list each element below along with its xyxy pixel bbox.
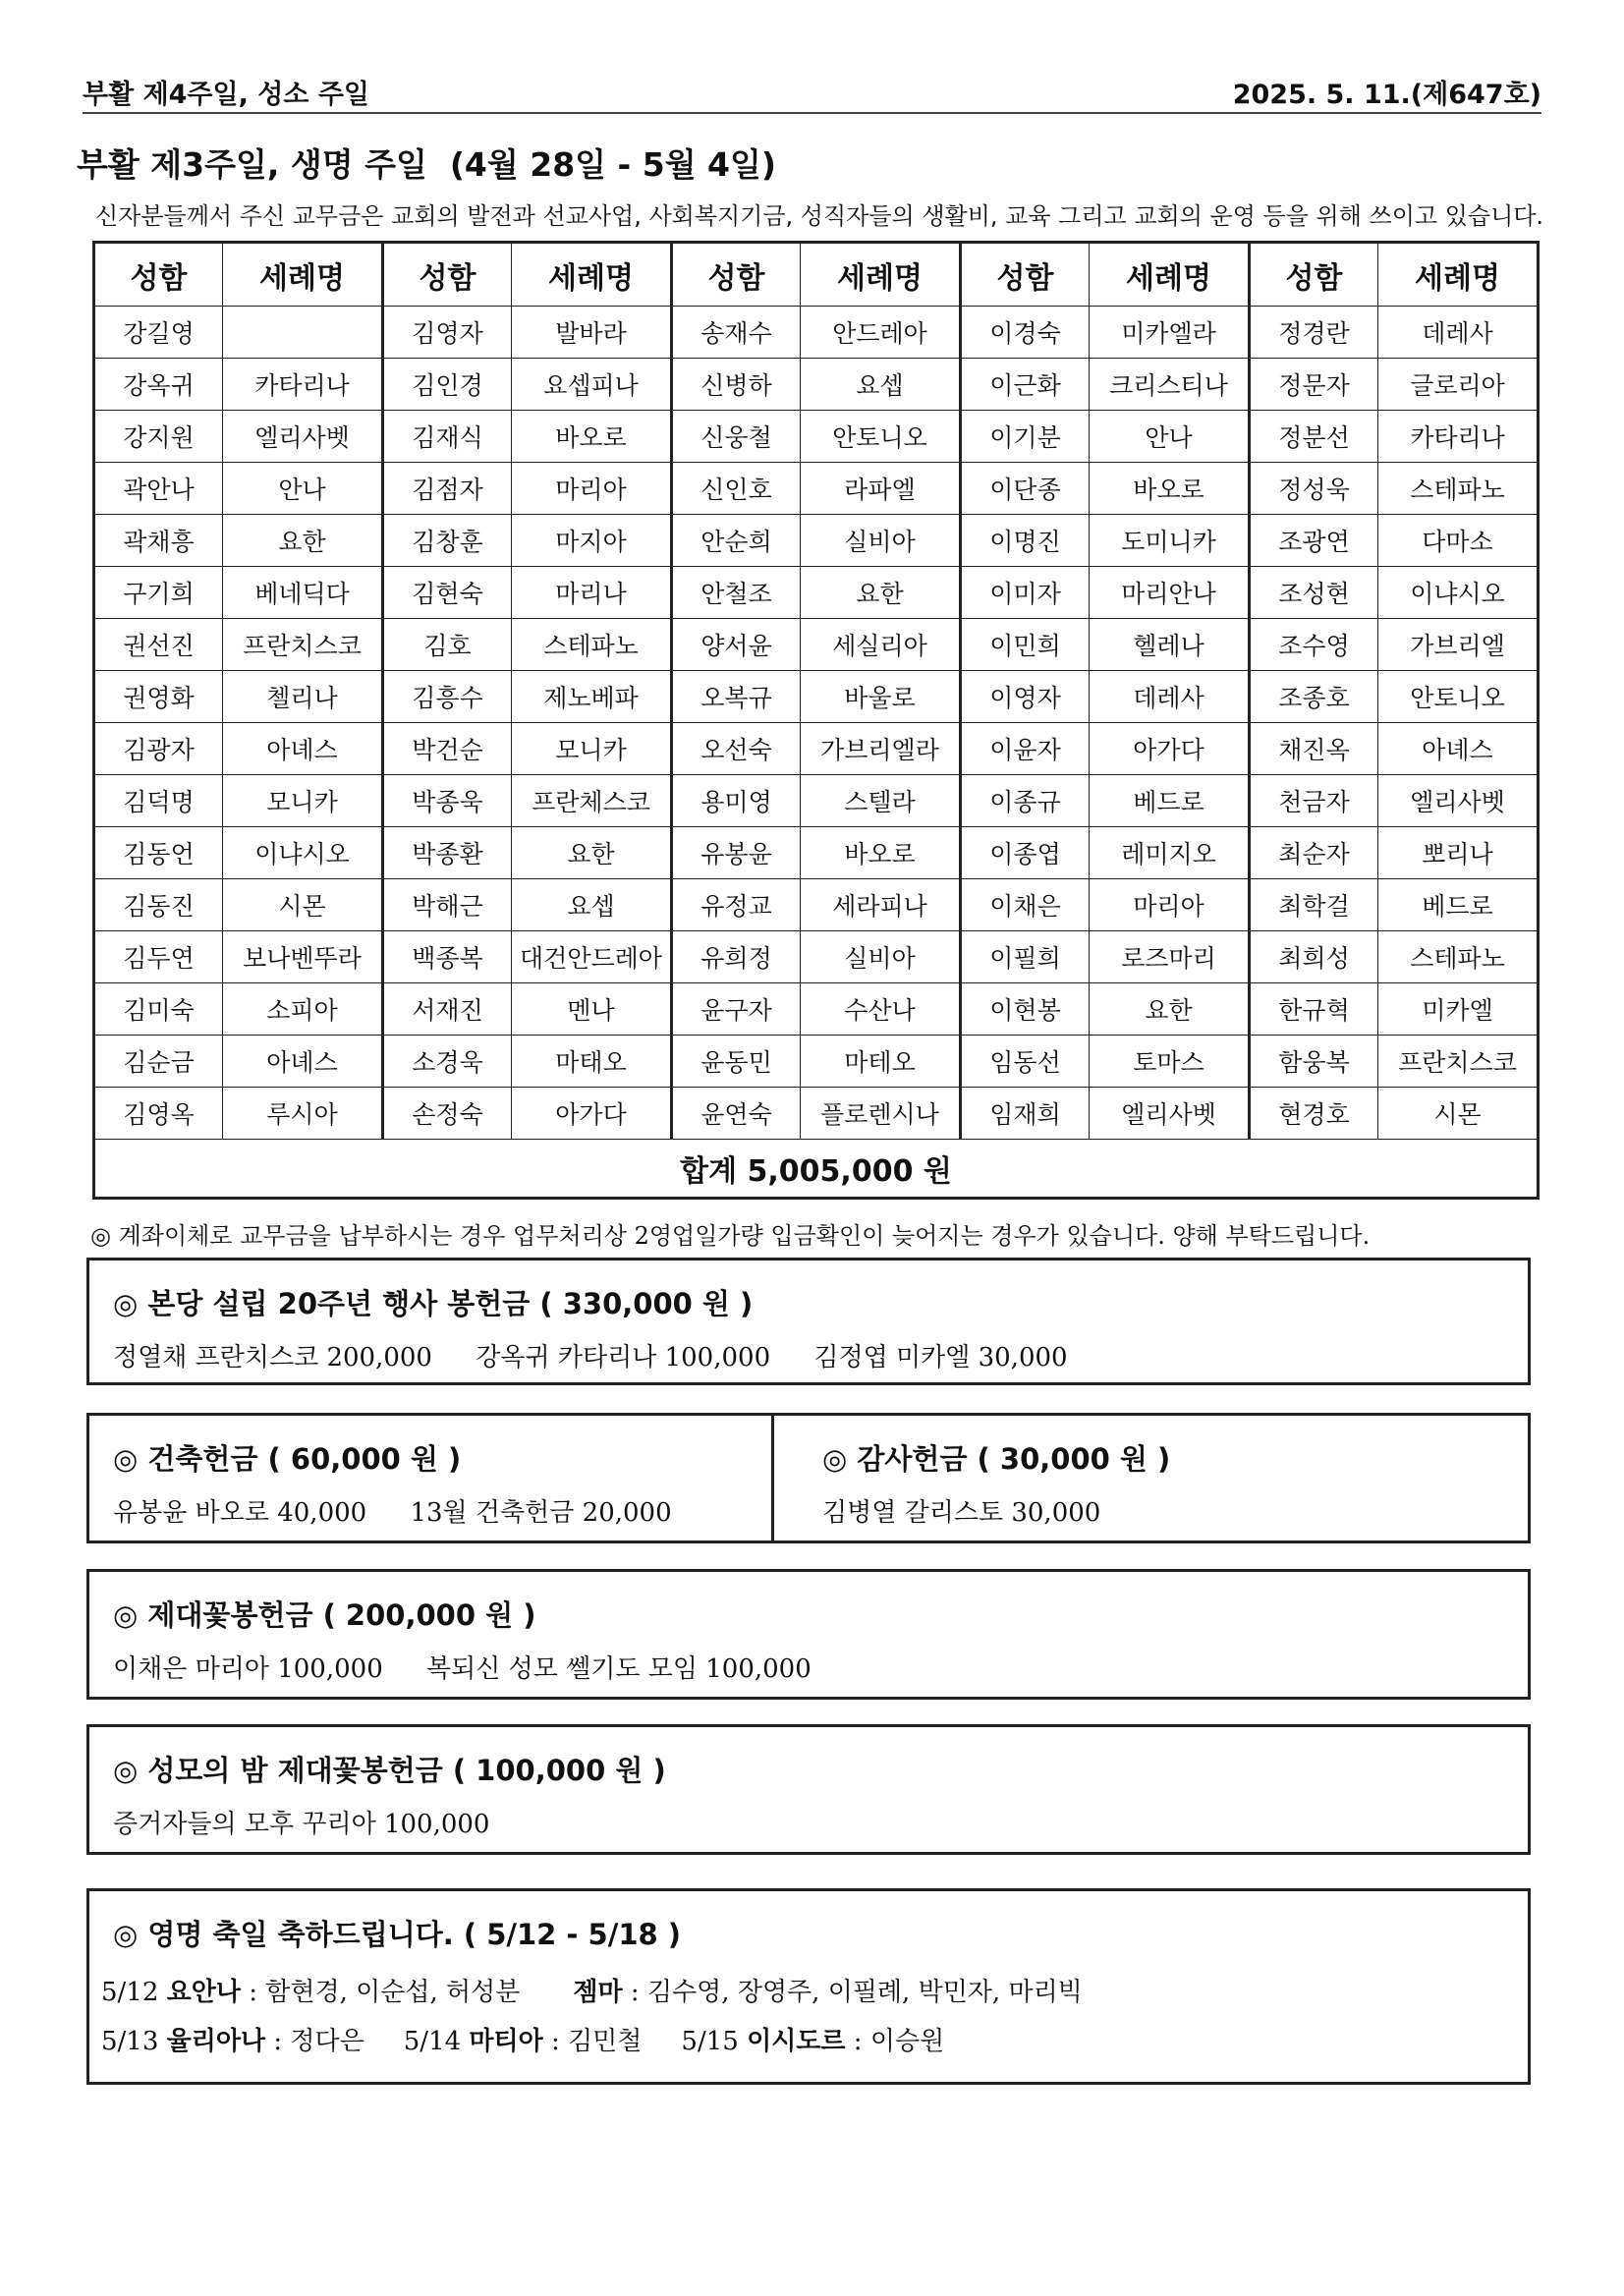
baptismal-name-cell: 요한 [801,567,961,619]
member-name-cell: 김동진 [94,879,223,931]
donor-entry: 증거자들의 모후 꾸리아 100,000 [113,1810,490,1839]
baptismal-name-cell: 바오로 [512,411,672,463]
column-header-baptism: 세례명 [223,243,383,307]
baptismal-name-cell: 미카엘라 [1090,307,1250,359]
table-row [94,983,1539,1036]
member-name-cell: 박종환 [383,827,512,879]
donor-entry: 복되신 성모 쎌기도 모임 100,000 [426,1654,812,1684]
baptismal-name-cell: 아녜스 [223,723,383,775]
table-total-row [94,1140,1539,1199]
baptismal-name-cell: 이냐시오 [1378,567,1539,619]
member-name-cell: 조광연 [1250,515,1378,567]
table-row [94,827,1539,879]
donor-entry: 정열채 프란치스코 200,000 [113,1343,432,1372]
celebrant-names: : 정다은 [265,2027,364,2056]
baptismal-name-cell: 가브리엘라 [801,723,961,775]
member-name-cell: 김영옥 [94,1088,223,1140]
member-name-cell: 백종복 [383,931,512,983]
baptismal-name-cell: 다마소 [1378,515,1539,567]
member-name-cell: 강옥귀 [94,359,223,411]
column-header-baptism: 세례명 [1090,243,1250,307]
baptismal-name-cell: 첼리나 [223,671,383,723]
feast-date: 5/14 [403,2027,462,2056]
member-name-cell: 한규혁 [1250,983,1378,1036]
baptismal-name-cell: 도미니카 [1090,515,1250,567]
header-date-issue: 2025. 5. 11.(제647호) [1232,80,1541,110]
table-row [94,1036,1539,1088]
baptismal-name-cell: 모니카 [512,723,672,775]
baptismal-name-cell: 안드레아 [801,307,961,359]
baptismal-name-cell: 대건안드레아 [512,931,672,983]
baptismal-name-cell: 시몬 [223,879,383,931]
member-name-cell: 소경욱 [383,1036,512,1088]
baptismal-name-cell: 멘나 [512,983,672,1036]
member-name-cell: 김동언 [94,827,223,879]
baptismal-name-cell: 이냐시오 [223,827,383,879]
thanks-offering-list [822,1492,1100,1529]
baptismal-name-cell: 베네딕다 [223,567,383,619]
marian-night-heading: ◎ 성모의 밤 제대꽃봉헌금 ( 100,000 원 ) [113,1754,666,1787]
baptismal-name-cell: 베드로 [1090,775,1250,827]
baptismal-name-cell: 마지아 [512,515,672,567]
box-divider [771,1416,774,1540]
member-name-cell: 임재희 [961,1088,1090,1140]
baptismal-name-cell: 마테오 [801,1036,961,1088]
table-row [94,359,1539,411]
table-body [94,307,1539,1140]
saint-name: 마티아 [469,2027,543,2056]
baptismal-name-cell: 미카엘 [1378,983,1539,1036]
column-header-baptism: 세례명 [1378,243,1539,307]
table-row [94,307,1539,359]
anniversary-offering-list [113,1337,1068,1373]
member-name-cell: 이채은 [961,879,1090,931]
member-name-cell: 이단종 [961,463,1090,515]
feast-day-line-1 [101,1972,1083,2008]
baptismal-name-cell: 아가다 [512,1088,672,1140]
column-header-name: 성함 [961,243,1090,307]
baptismal-name-cell: 보나벤뚜라 [223,931,383,983]
column-header-name: 성함 [1250,243,1378,307]
baptismal-name-cell: 요한 [1090,983,1250,1036]
member-name-cell: 윤구자 [672,983,801,1036]
baptismal-name-cell: 마리아 [1090,879,1250,931]
baptismal-name-cell: 로즈마리 [1090,931,1250,983]
member-name-cell: 김점자 [383,463,512,515]
column-header-name: 성함 [672,243,801,307]
baptismal-name-cell: 카타리나 [1378,411,1539,463]
member-name-cell: 권영화 [94,671,223,723]
baptismal-name-cell: 레미지오 [1090,827,1250,879]
member-name-cell: 강지원 [94,411,223,463]
member-name-cell: 박건순 [383,723,512,775]
header-liturgical-day: 부활 제4주일, 성소 주일 [83,80,369,110]
baptismal-name-cell: 데레사 [1090,671,1250,723]
member-name-cell: 김영자 [383,307,512,359]
column-header-baptism: 세례명 [512,243,672,307]
table-row [94,1088,1539,1140]
celebrant-names: : 이승원 [845,2027,945,2056]
member-name-cell: 최순자 [1250,827,1378,879]
donor-entry: 이채은 마리아 100,000 [113,1654,383,1684]
table-row [94,515,1539,567]
baptismal-name-cell: 엘리사벳 [223,411,383,463]
member-name-cell: 손정숙 [383,1088,512,1140]
feast-day-heading: ◎ 영명 축일 축하드립니다. ( 5/12 - 5/18 ) [113,1918,682,1951]
member-name-cell: 안순희 [672,515,801,567]
baptismal-name-cell: 바오로 [1090,463,1250,515]
altar-flowers-list [113,1649,812,1685]
member-name-cell: 신인호 [672,463,801,515]
baptismal-name-cell: 스텔라 [801,775,961,827]
member-name-cell: 이기분 [961,411,1090,463]
baptismal-name-cell: 글로리아 [1378,359,1539,411]
member-name-cell: 곽안나 [94,463,223,515]
member-name-cell: 김광자 [94,723,223,775]
baptismal-name-cell: 루시아 [223,1088,383,1140]
feast-date: 5/12 [101,1978,159,2007]
donor-entry: 13월 건축헌금 20,000 [410,1498,672,1528]
feast-day-line-2 [101,2021,944,2057]
member-name-cell: 정분선 [1250,411,1378,463]
member-name-cell: 조종호 [1250,671,1378,723]
member-name-cell: 정성욱 [1250,463,1378,515]
building-offering-list [113,1492,672,1529]
member-name-cell: 박해근 [383,879,512,931]
member-name-cell: 김미숙 [94,983,223,1036]
baptismal-name-cell: 프란치스코 [223,619,383,671]
member-name-cell: 송재수 [672,307,801,359]
intro-note: 신자분들께서 주신 교무금은 교회의 발전과 선교사업, 사회복지기금, 성직자들의 생활비, 교육 그리고 교회의 운영 등을 위해 쓰이고 있습니다. [95,202,1544,230]
donor-entry: 강옥귀 카타리나 100,000 [476,1343,771,1372]
baptismal-name-cell: 마리아 [512,463,672,515]
table-row [94,411,1539,463]
building-offering-heading: ◎ 건축헌금 ( 60,000 원 ) [113,1442,462,1476]
table-row [94,775,1539,827]
baptismal-name-cell: 카타리나 [223,359,383,411]
baptismal-name-cell: 세라피나 [801,879,961,931]
building-thanks-offering-box [86,1413,1531,1543]
baptismal-name-cell: 실비아 [801,931,961,983]
member-name-cell: 권선진 [94,619,223,671]
baptismal-name-cell: 실비아 [801,515,961,567]
baptismal-name-cell: 모니카 [223,775,383,827]
donor-entry: 김정엽 미카엘 30,000 [813,1343,1068,1372]
member-name-cell: 함웅복 [1250,1036,1378,1088]
baptismal-name-cell: 요한 [512,827,672,879]
baptismal-name-cell: 안토니오 [801,411,961,463]
member-name-cell: 천금자 [1250,775,1378,827]
column-header-name: 성함 [383,243,512,307]
altar-flowers-offering-box [86,1569,1531,1700]
baptismal-name-cell: 바오로 [801,827,961,879]
altar-flowers-heading: ◎ 제대꽃봉헌금 ( 200,000 원 ) [113,1598,536,1632]
member-name-cell: 채진옥 [1250,723,1378,775]
member-name-cell: 신병하 [672,359,801,411]
celebrant-names: : 김수영, 장영주, 이필례, 박민자, 마리빅 [622,1978,1083,2007]
total-amount: 합계 5,005,000 원 [94,1140,1539,1199]
member-name-cell: 강길영 [94,307,223,359]
baptismal-name-cell: 세실리아 [801,619,961,671]
member-name-cell: 서재진 [383,983,512,1036]
baptismal-name-cell: 아녜스 [223,1036,383,1088]
celebrant-names: : 함현경, 이순섭, 허성분 [241,1978,521,2007]
baptismal-name-cell: 크리스티나 [1090,359,1250,411]
member-name-cell: 정문자 [1250,359,1378,411]
baptismal-name-cell: 안토니오 [1378,671,1539,723]
baptismal-name-cell: 데레사 [1378,307,1539,359]
column-header-baptism: 세례명 [801,243,961,307]
member-name-cell: 신웅철 [672,411,801,463]
member-name-cell: 안철조 [672,567,801,619]
baptismal-name-cell: 토마스 [1090,1036,1250,1088]
baptismal-name-cell: 뽀리나 [1378,827,1539,879]
baptismal-name-cell: 프란치스코 [1378,1036,1539,1088]
saint-name: 젬마 [573,1978,623,2007]
member-name-cell: 최학걸 [1250,879,1378,931]
table-row [94,723,1539,775]
baptismal-name-cell [223,307,383,359]
member-name-cell: 김순금 [94,1036,223,1088]
baptismal-name-cell: 프란체스코 [512,775,672,827]
baptismal-name-cell: 가브리엘 [1378,619,1539,671]
member-name-cell: 김덕명 [94,775,223,827]
member-name-cell: 오선숙 [672,723,801,775]
member-name-cell: 김두연 [94,931,223,983]
donor-entry: 김병열 갈리스토 30,000 [822,1498,1101,1528]
saint-name: 이시도르 [747,2027,846,2056]
member-name-cell: 윤연숙 [672,1088,801,1140]
member-name-cell: 조성현 [1250,567,1378,619]
member-name-cell: 김흥수 [383,671,512,723]
table-row [94,671,1539,723]
member-name-cell: 유정교 [672,879,801,931]
member-name-cell: 윤동민 [672,1036,801,1088]
transfer-note: ◎ 계좌이체로 교무금을 납부하시는 경우 업무처리상 2영업일가량 입금확인이 늦어지는 경우가 있습니다. 양해 부탁드립니다. [90,1222,1371,1250]
member-name-cell: 이종규 [961,775,1090,827]
baptismal-name-cell: 안나 [223,463,383,515]
baptismal-name-cell: 엘리사벳 [1090,1088,1250,1140]
marian-night-offering-box [86,1724,1531,1855]
baptismal-name-cell: 발바라 [512,307,672,359]
baptismal-name-cell: 요한 [223,515,383,567]
table-row [94,879,1539,931]
member-name-cell: 구기희 [94,567,223,619]
member-name-cell: 이명진 [961,515,1090,567]
member-name-cell: 현경호 [1250,1088,1378,1140]
table-header-row [94,243,1539,307]
member-name-cell: 이민희 [961,619,1090,671]
baptismal-name-cell: 요셉피나 [512,359,672,411]
baptismal-name-cell: 스테파노 [512,619,672,671]
member-name-cell: 이현봉 [961,983,1090,1036]
feast-date: 5/15 [681,2027,739,2056]
baptismal-name-cell: 마리안나 [1090,567,1250,619]
table-row [94,463,1539,515]
member-name-cell: 유봉윤 [672,827,801,879]
baptismal-name-cell: 요셉 [801,359,961,411]
baptismal-name-cell: 플로렌시나 [801,1088,961,1140]
table-row [94,619,1539,671]
saint-name: 요안나 [166,1978,242,2007]
feast-date: 5/13 [101,2027,159,2056]
baptismal-name-cell: 헬레나 [1090,619,1250,671]
anniversary-offering-box [86,1258,1531,1385]
member-name-cell: 이경숙 [961,307,1090,359]
celebrant-names: : 김민철 [542,2027,643,2056]
member-name-cell: 곽채흥 [94,515,223,567]
baptismal-name-cell: 요셉 [512,879,672,931]
anniversary-offering-heading: ◎ 본당 설립 20주년 행사 봉헌금 ( 330,000 원 ) [113,1287,754,1320]
tithe-roster-table [92,241,1540,1200]
member-name-cell: 김재식 [383,411,512,463]
baptismal-name-cell: 스테파노 [1378,931,1539,983]
member-name-cell: 이영자 [961,671,1090,723]
page-header [83,71,1541,114]
member-name-cell: 임동선 [961,1036,1090,1088]
saint-name: 율리아나 [166,2027,266,2056]
baptismal-name-cell: 제노베파 [512,671,672,723]
member-name-cell: 이근화 [961,359,1090,411]
member-name-cell: 김현숙 [383,567,512,619]
member-name-cell: 조수영 [1250,619,1378,671]
member-name-cell: 김호 [383,619,512,671]
baptismal-name-cell: 수산나 [801,983,961,1036]
table-row [94,567,1539,619]
member-name-cell: 용미영 [672,775,801,827]
baptismal-name-cell: 마태오 [512,1036,672,1088]
baptismal-name-cell: 엘리사벳 [1378,775,1539,827]
column-header-name: 성함 [94,243,223,307]
member-name-cell: 유희정 [672,931,801,983]
member-name-cell: 이미자 [961,567,1090,619]
member-name-cell: 박종욱 [383,775,512,827]
member-name-cell: 정경란 [1250,307,1378,359]
member-name-cell: 김인경 [383,359,512,411]
member-name-cell: 이필희 [961,931,1090,983]
marian-night-list [113,1804,489,1840]
thanks-offering-heading: ◎ 감사헌금 ( 30,000 원 ) [822,1442,1171,1476]
member-name-cell: 이윤자 [961,723,1090,775]
baptismal-name-cell: 아가다 [1090,723,1250,775]
baptismal-name-cell: 베드로 [1378,879,1539,931]
baptismal-name-cell: 마리나 [512,567,672,619]
baptismal-name-cell: 스테파노 [1378,463,1539,515]
donor-entry: 유봉윤 바오로 40,000 [113,1498,367,1528]
member-name-cell: 김창훈 [383,515,512,567]
feast-day-box [86,1888,1531,2085]
baptismal-name-cell: 아녜스 [1378,723,1539,775]
member-name-cell: 오복규 [672,671,801,723]
member-name-cell: 이종엽 [961,827,1090,879]
baptismal-name-cell: 라파엘 [801,463,961,515]
member-name-cell: 최희성 [1250,931,1378,983]
baptismal-name-cell: 소피아 [223,983,383,1036]
section-title: 부활 제3주일, 생명 주일 (4월 28일 - 5월 4일) [77,145,776,184]
table-row [94,931,1539,983]
baptismal-name-cell: 바울로 [801,671,961,723]
baptismal-name-cell: 시몬 [1378,1088,1539,1140]
member-name-cell: 양서윤 [672,619,801,671]
baptismal-name-cell: 안나 [1090,411,1250,463]
